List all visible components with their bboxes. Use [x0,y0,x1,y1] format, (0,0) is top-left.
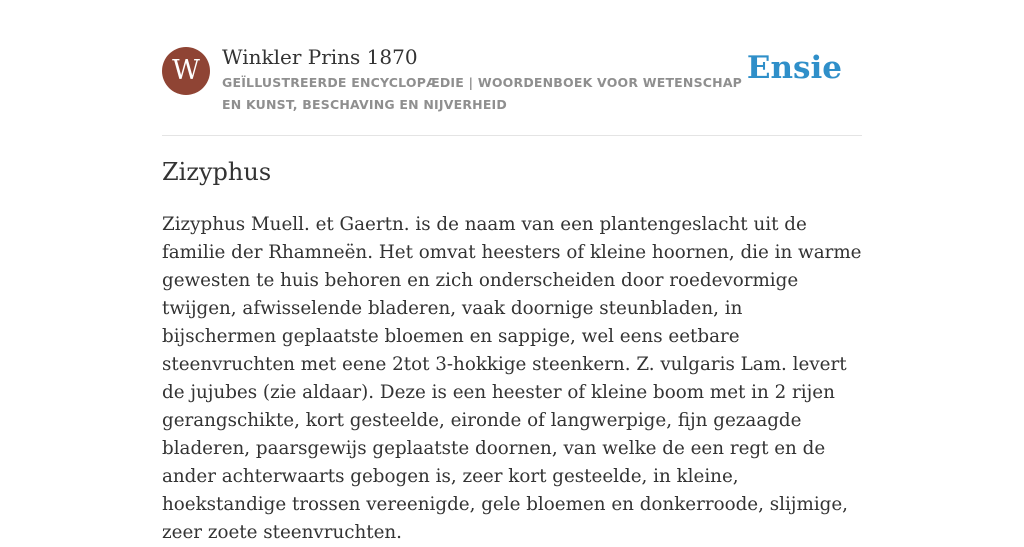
ensie-logo-link[interactable]: Ensie [746,50,842,86]
source-subtitle: GEÏLLUSTREERDE ENCYCLOPÆDIE | WOORDENBOEK VOOR WETENSCHAP EN KUNST, BESCHAVING EN NIJVERHEID [222,75,743,112]
article-title: Zizyphus [162,158,272,186]
source-header [162,44,862,136]
article-body: Zizyphus Muell. et Gaertn. is de naam van een plantengeslacht uit de familie der Rhamneën. Het omvat heesters of kleine hoornen, die in warme gewesten te huis behoren en zich onderscheiden door roedevormige twijgen, afwisselende bladeren, vaak doornige steunbladen, in bijschermen geplaatste bloemen en sappige, wel eens eetbare steenvruchten met eene 2tot 3-hokkige steenkern. Z. vulgaris Lam. levert de jujubes (zie aldaar). Deze is een heester of kleine boom met in 2 rijen gerangschikte, kort gesteelde, eironde of langwerpige, fijn gezaagde bladeren, paarsgewijs geplaatste doornen, van welke de een regt en de ander achterwaarts gebogen is, zeer kort gesteelde, in kleine, hoekstandige trossen vereenigde, gele bloemen en donkerroode, slijmige, zeer zoete steenvruchten. [162,214,862,543]
source-avatar[interactable]: W [162,47,210,95]
header-divider [162,135,862,136]
source-title[interactable]: Winkler Prins 1870 [222,45,418,69]
